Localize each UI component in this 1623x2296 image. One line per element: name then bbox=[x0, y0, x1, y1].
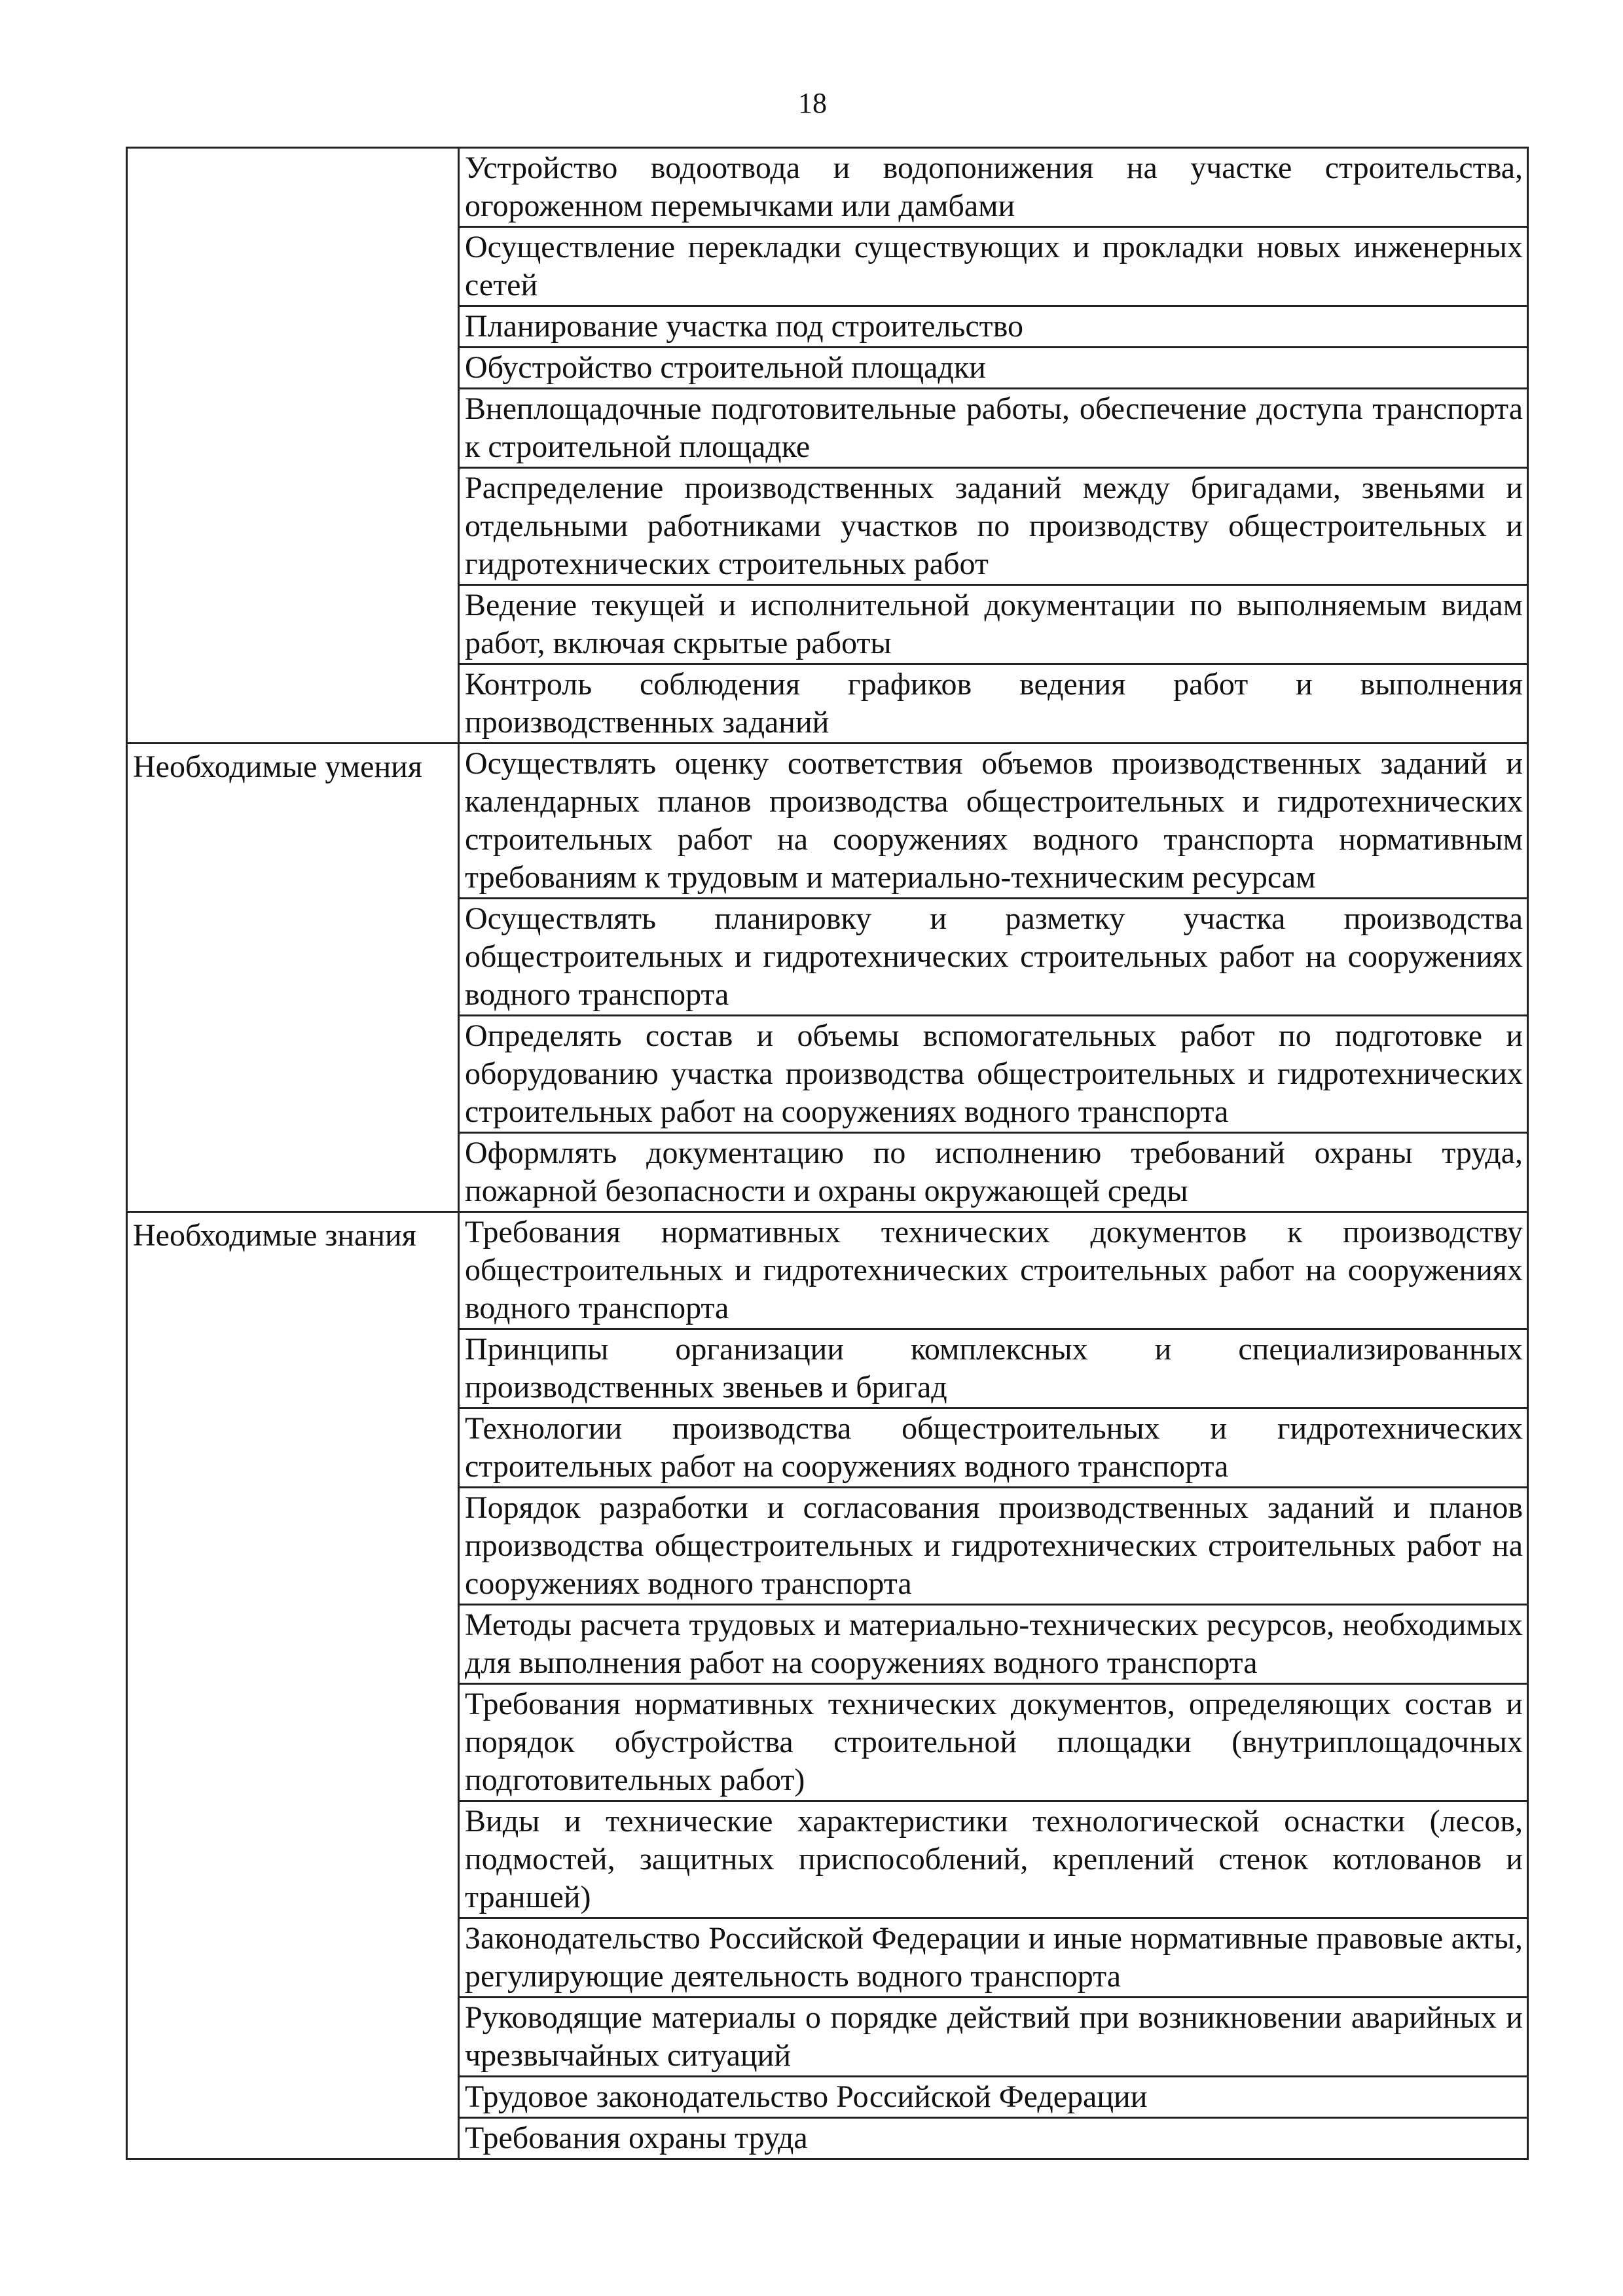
table-row: Оформлять документацию по исполнению требований охраны труда, пожарной безопасности и охраны окружающей среды bbox=[460, 1132, 1527, 1211]
table-row: Порядок разработки и согласования производственных заданий и планов производства общестроительных и гидротехнических строительных работ на сооружениях водного транспорта bbox=[460, 1486, 1527, 1604]
table-row: Осуществлять планировку и разметку участка производства общестроительных и гидротехнических строительных работ на сооружениях водного транспорта bbox=[460, 897, 1527, 1014]
group-label-required-knowledge: Необходимые знания bbox=[128, 1213, 460, 2158]
table-row: Законодательство Российской Федерации и иные нормативные правовые акты, регулирующие деятельность водного транспорта bbox=[460, 1917, 1527, 1996]
table-row: Распределение производственных заданий между бригадами, звеньями и отдельными работниками участков по производству общестроительных и гидротехнических строительных работ bbox=[460, 467, 1527, 584]
group-label-required-skills: Необходимые умения bbox=[128, 744, 460, 1211]
group-items bbox=[460, 149, 1527, 742]
group-label-cell bbox=[128, 149, 460, 742]
table-row: Методы расчета трудовых и материально-технических ресурсов, необходимых для выполнения работ на сооружениях водного транспорта bbox=[460, 1604, 1527, 1683]
table-row: Обустройство строительной площадки bbox=[460, 346, 1527, 387]
table-row: Виды и технические характеристики технологической оснастки (лесов, подмостей, защитных приспособлений, креплений стенок котлованов и траншей) bbox=[460, 1800, 1527, 1917]
table-group-required-knowledge bbox=[128, 1211, 1527, 2158]
table-row: Определять состав и объемы вспомогательных работ по подготовке и оборудованию участка производства общестроительных и гидротехнических строительных работ на сооружениях водного транспорта bbox=[460, 1014, 1527, 1132]
table-row: Требования нормативных технических документов к производству общестроительных и гидротехнических строительных работ на сооружениях водного транспорта bbox=[465, 1215, 1523, 1325]
table-row: Устройство водоотвода и водопонижения на участке строительства, огороженном перемычками или дамбами bbox=[465, 151, 1523, 223]
table-row: Требования нормативных технических документов, определяющих состав и порядок обустройства строительной площадки (внутриплощадочных подготовительных работ) bbox=[460, 1683, 1527, 1800]
table-group-required-skills bbox=[128, 742, 1527, 1211]
table-row: Требования охраны труда bbox=[460, 2117, 1527, 2158]
group-items bbox=[460, 1213, 1527, 2158]
table-group-labor-actions bbox=[128, 149, 1527, 742]
table-row: Трудовое законодательство Российской Федерации bbox=[460, 2075, 1527, 2117]
table-row: Внеплощадочные подготовительные работы, обеспечение доступа транспорта к строительной площадке bbox=[460, 387, 1527, 467]
table-row: Руководящие материалы о порядке действий при возникновении аварийных и чрезвычайных ситуаций bbox=[460, 1996, 1527, 2075]
table-row: Технологии производства общестроительных и гидротехнических строительных работ на сооружениях водного транспорта bbox=[460, 1407, 1527, 1486]
table-row: Контроль соблюдения графиков ведения работ и выполнения производственных заданий bbox=[460, 663, 1527, 742]
page-number: 18 bbox=[798, 87, 827, 119]
table-row: Планирование участка под строительство bbox=[460, 305, 1527, 346]
requirements-table bbox=[126, 147, 1529, 2160]
table-row: Принципы организации комплексных и специализированных производственных звеньев и бригад bbox=[460, 1328, 1527, 1407]
group-items bbox=[460, 744, 1527, 1211]
table-row: Осуществлять оценку соответствия объемов производственных заданий и календарных планов производства общестроительных и гидротехнических строительных работ на сооружениях водного транспорта нормативным требованиям к трудовым и материально-техническим ресурсам bbox=[465, 746, 1523, 895]
table-row: Ведение текущей и исполнительной документации по выполняемым видам работ, включая скрытые работы bbox=[460, 584, 1527, 663]
table-row: Осуществление перекладки существующих и прокладки новых инженерных сетей bbox=[460, 226, 1527, 305]
